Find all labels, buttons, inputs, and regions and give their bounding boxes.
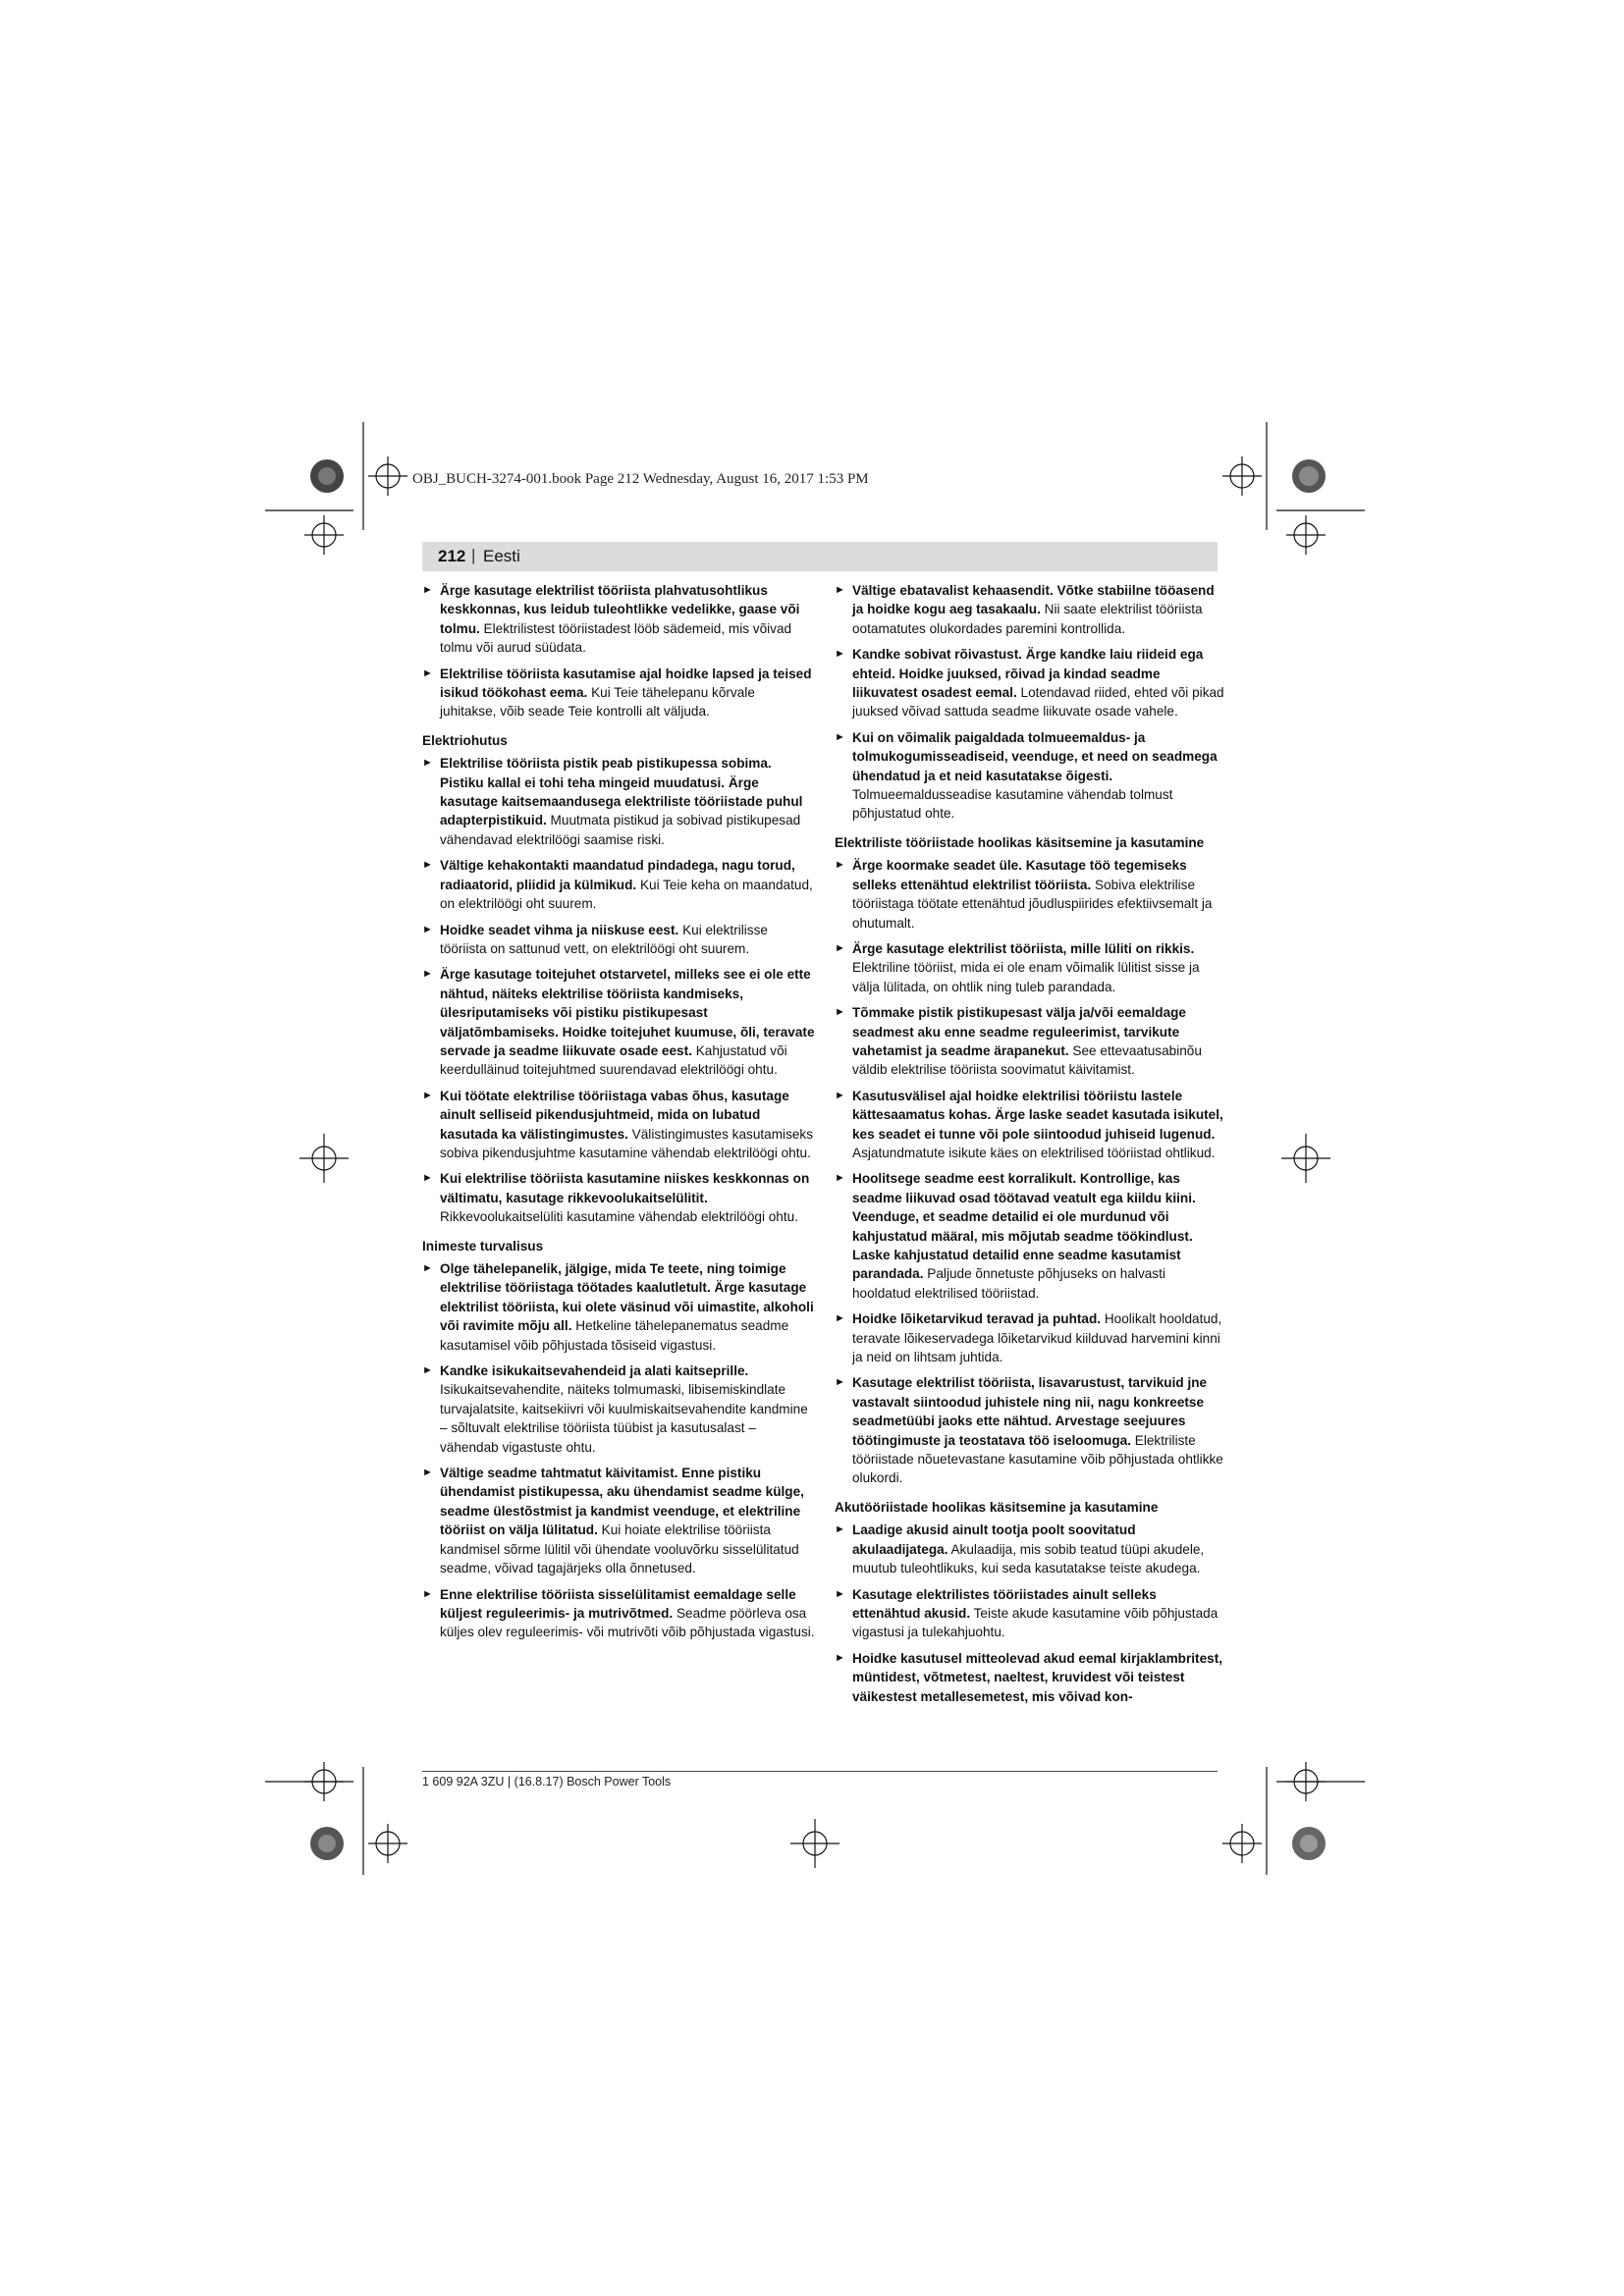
item-bold-text: Ärge kasutage toitejuhet otstarvetel, milleks see ei ole ette nähtud, näiteks elektrilise tööriista kandmiseks, ülesriputamiseks või pistiku pistikupesast väljatõmbamiseks. Hoidke toitejuhet kuumuse, õli, teravate servade ja seadme liikuvate osade eest. — [440, 967, 815, 1058]
item-bold-text: Vältige ebatavalist kehaasendit. Võtke stabiilne tööasend ja hoidke kogu aeg tasakaalu. — [852, 583, 1215, 617]
bullet-arrow-icon: ► — [422, 1262, 433, 1274]
bullet-arrow-icon: ► — [835, 1089, 845, 1101]
item-body-text: Akulaadija, mis sobib teatud tüüpi akudele, muutub tuleohtlikuks, kui seda kasutatakse teiste akudega. — [852, 1541, 1205, 1576]
item-body-text: Elektriliste tööriistade nõuetevastane kasutamine võib põhjustada ohtlikke olukordi. — [852, 1432, 1223, 1486]
list-item — [422, 1259, 815, 1355]
item-bold-text: Kasutusvälisel ajal hoidke elektrilisi tööriistu lastele kättesaamatus kohas. Ärge laske seadet kasutada isikutel, kes seadet ei tunne või pole siintoodud juhiseid lugenud. — [852, 1088, 1223, 1142]
bullet-arrow-icon: ► — [422, 1172, 433, 1185]
footer-rule — [422, 1771, 1218, 1772]
list-item — [835, 1649, 1227, 1706]
item-bold-text: Olge tähelepanelik, jälgige, mida Te teete, ning toimige elektrilise tööriistaga töötades kaalutletult. Ärge kasutage elektrilist tööriista, kui olete väsinud või uimastite, alkoholi või ravimite mõju all. — [440, 1261, 814, 1334]
item-body-text: Kui elektrilisse tööriista on sattunud vett, on elektrilöögi oht suurem. — [440, 922, 768, 956]
list-item — [835, 1521, 1227, 1577]
bullet-arrow-icon: ► — [835, 1587, 845, 1600]
list-item — [835, 939, 1227, 996]
list-item — [422, 856, 815, 913]
item-body-text: Kui hoiate elektrilise tööriista kandmisel sõrme lülitil või ühendate vooluvõrku sisselülitatud seadme, võivad tagajärjeks olla õnnetused. — [440, 1522, 799, 1576]
item-bold-text: Vältige kehakontakti maandatud pindadega, nagu torud, radiaatorid, pliidid ja külmikud. — [440, 858, 795, 892]
item-bold-text: Elektrilise tööriista kasutamise ajal hoidke lapsed ja teised isikud töökohast eema. — [440, 666, 812, 701]
right-column — [835, 581, 1227, 1713]
list-item — [835, 1003, 1227, 1080]
list-item — [422, 581, 815, 658]
header-language: Eesti — [483, 547, 520, 565]
list-item — [835, 856, 1227, 933]
item-body-text: Sobiva elektrilise tööriistaga töötate ettenähtud jõudluspiirides efektiivsemalt ja ohutumalt. — [852, 877, 1213, 931]
item-bold-text: Ärge koormake seadet üle. Kasutage töö tegemiseks selleks ettenähtud elektrilist tööriista. — [852, 858, 1187, 892]
section-heading: Elektriliste tööriistade hoolikas käsitsemine ja kasutamine — [835, 834, 1205, 850]
item-body-text: Rikkevoolukaitselüliti kasutamine vähendab elektrilöögi ohtu. — [440, 1209, 798, 1225]
item-bold-text: Vältige seadme tahtmatut käivitamist. Enne pistiku ühendamist pistikupessa, aku ühendamist seadme külge, seadme ülestõstmist ja kandmist veenduge, et elektriline tööriist on välja lülitatud. — [440, 1466, 804, 1538]
list-item — [422, 965, 815, 1079]
list-item — [835, 1373, 1227, 1487]
item-bold-text: Ärge kasutage elektrilist tööriista plahvatusohtlikus keskkonnas, kus leidub tuleohtlikke vedelikke, gaase või tolmu. — [440, 583, 800, 636]
bullet-arrow-icon: ► — [835, 1376, 845, 1389]
item-body-text: Tolmueemaldusseadise kasutamine vähendab tolmust põhjustatud ohte. — [852, 787, 1173, 822]
item-bold-text: Hoolitsege seadme eest korralikult. Kontrollige, kas seadme liikuvad osad töötavad veatult ega kiildu kiini. Veenduge, et seadme detailid ei ole murdunud või kahjustatud määral, mis mõjutab seadme töökindlust. Laske kahjustatud detailid enne seadme kasutamist parandada. — [852, 1171, 1196, 1282]
bullet-arrow-icon: ► — [422, 667, 433, 679]
bullet-arrow-icon: ► — [422, 1467, 433, 1479]
item-body-text: Paljude õnnetuste põhjuseks on halvasti hooldatud elektrilised tööriistad. — [852, 1266, 1165, 1301]
item-body-text: Lotendavad riided, ehted või pikad juuksed võivad sattuda seadme liikuvate osade vahele. — [852, 685, 1224, 720]
item-body-text: Muutmata pistikud ja sobivad pistikupesad vähendavad elektrilöögi saamise riski. — [440, 813, 801, 847]
list-item — [835, 581, 1227, 638]
bullet-arrow-icon: ► — [835, 648, 845, 661]
header-separator: | — [471, 546, 476, 564]
print-slug: OBJ_BUCH-3274-001.book Page 212 Wednesday, August 16, 2017 1:53 PM — [412, 471, 869, 487]
item-bold-text: Kasutage elektrilist tööriista, lisavarustust, tarvikuid jne vastavalt siintoodud juhistele ning nii, nagu konkreetse seadmetüübi jaoks ette nähtud. Arvestage seejuures töötingimuste ja teostatava töö iseloomuga. — [852, 1375, 1208, 1448]
bullet-arrow-icon: ► — [835, 1651, 845, 1664]
section-heading: Elektriohutus — [422, 732, 508, 748]
item-bold-text: Kui elektrilise tööriista kasutamine niiskes keskkonnas on vältimatu, kasutage rikkevoolukaitselülitit. — [440, 1171, 810, 1205]
item-body-text: See ettevaatusabinõu väldib elektrilise tööriista soovimatut käivitamist. — [852, 1042, 1202, 1078]
item-bold-text: Kui on võimalik paigaldada tolmueemaldus- ja tolmukogumisseadiseid, veenduge, et need on seadmega ühendatud ja et neid kasutatakse õigesti. — [852, 729, 1218, 783]
bullet-arrow-icon: ► — [422, 757, 433, 770]
item-bold-text: Hoidke seadet vihma ja niiskuse eest. — [440, 922, 679, 937]
bullet-arrow-icon: ► — [422, 1587, 433, 1600]
list-item — [422, 1464, 815, 1577]
list-item — [422, 1087, 815, 1163]
list-item — [422, 754, 815, 849]
page-footer: 1 609 92A 3ZU | (16.8.17) Bosch Power Tools — [422, 1775, 672, 1789]
section-heading: Inimeste turvalisus — [422, 1238, 544, 1254]
item-bold-text: Laadige akusid ainult tootja poolt soovitatud akulaadijatega. — [852, 1522, 1136, 1557]
page-header — [422, 542, 1218, 571]
item-bold-text: Hoidke kasutusel mitteolevad akud eemal kirjaklambritest, müntidest, võtmetest, naeltest, kruvidest või teistest väikestest metallesemetest, mis võivad kon- — [852, 1650, 1223, 1704]
item-body-text: Nii saate elektrilist tööriista ootamatutes olukordades paremini kontrollida. — [852, 602, 1203, 636]
item-body-text: Seadme pöörleva osa küljes olev reguleerimis- või mutrivõti võib põhjustada vigastusi. — [440, 1605, 815, 1640]
item-bold-text: Hoidke lõiketarvikud teravad ja puhtad. — [852, 1311, 1102, 1327]
item-bold-text: Elektrilise tööriista pistik peab pistikupessa sobima. Pistiku kallal ei tohi teha mingeid muudatusi. Ärge kasutage kaitsemaandusega elektriliste tööriistade puhul adapterpistikuid. — [440, 756, 803, 828]
list-item — [835, 1169, 1227, 1303]
item-bold-text: Tõmmake pistik pistikupesast välja ja/või eemaldage seadmest aku enne seadme reguleerimist, tarvikute vahetamist ja seadme ärapanekut. — [852, 1005, 1186, 1058]
bullet-arrow-icon: ► — [835, 1006, 845, 1019]
bullet-arrow-icon: ► — [835, 941, 845, 954]
item-body-text: Isikukaitsevahendite, näiteks tolmumaski, libisemiskindlate turvajalatsite, kaitsekiivri või kuulmiskaitsevahendite kandmine – sõltuvalt elektrilise tööriista tüübist ja kasutusalast – vähendab vigastuste ohtu. — [440, 1382, 808, 1455]
bullet-arrow-icon: ► — [835, 859, 845, 872]
item-bold-text: Kasutage elektrilistes tööriistades ainult selleks ettenähtud akusid. — [852, 1586, 1157, 1621]
bullet-arrow-icon: ► — [835, 1312, 845, 1325]
bullet-arrow-icon: ► — [422, 968, 433, 981]
item-body-text: Kui Teie keha on maandatud, on elektrilöögi oht suurem. — [440, 877, 813, 912]
left-column — [422, 581, 815, 1649]
item-body-text: Elektriline tööriist, mida ei ole enam võimalik lülitist sisse ja välja lülitada, on ohtlik ning tuleb parandada. — [852, 960, 1200, 994]
section-heading: Akutööriistade hoolikas käsitsemine ja kasutamine — [835, 1499, 1159, 1515]
list-item — [422, 665, 815, 721]
item-bold-text: Kandke isikukaitsevahendeid ja alati kaitseprille. — [440, 1363, 749, 1379]
item-body-text: Hetkeline tähelepanematus seadme kasutamisel võib põhjustada tõsiseid vigastusi. — [440, 1318, 789, 1353]
item-bold-text: Kui töötate elektrilise tööriistaga vabas õhus, kasutage ainult selliseid pikendusjuhtmeid, mida on lubatud kasutada ka välistingimustes. — [440, 1088, 789, 1142]
bullet-arrow-icon: ► — [835, 730, 845, 743]
bullet-arrow-icon: ► — [835, 1172, 845, 1185]
page-number: 212 — [438, 547, 466, 565]
item-body-text: Teiste akude kasutamine võib põhjustada vigastusi ja tulekahjuohtu. — [852, 1605, 1218, 1640]
bullet-arrow-icon: ► — [835, 1523, 845, 1536]
list-item — [835, 1309, 1227, 1366]
bullet-arrow-icon: ► — [422, 584, 433, 596]
item-body-text: Elektrilistest tööriistadest lööb sädemeid, mis võivad tolmu või aurud süüdata. — [440, 620, 792, 656]
list-item — [422, 1362, 815, 1457]
item-body-text: Kahjustatud või keerdulläinud toitejuhtmed suurendavad elektrilöögi ohtu. — [440, 1042, 787, 1078]
list-item — [422, 921, 815, 959]
bullet-arrow-icon: ► — [422, 859, 433, 872]
item-body-text: Välistingimustes kasutamiseks sobiva pikendusjuhtme kasutamine vähendab elektrilöögi ohtu. — [440, 1126, 814, 1160]
item-bold-text: Kandke sobivat rõivastust. Ärge kandke laiu riideid ega ehteid. Hoidke juuksed, rõivad ja kindad seadme liikuvatest osadest eemal. — [852, 647, 1204, 701]
list-item — [835, 728, 1227, 824]
list-item — [835, 1087, 1227, 1163]
list-item — [835, 1585, 1227, 1642]
bullet-arrow-icon: ► — [422, 1364, 433, 1377]
item-body-text: Asjatundmatute isikute käes on elektrilised tööriistad ohtlikud. — [852, 1145, 1216, 1160]
bullet-arrow-icon: ► — [422, 923, 433, 935]
item-body-text: Hoolikalt hooldatud, teravate lõikeservadega lõiketarvikud kiilduvad harvemini kinni ja neid on lihtsam juhtida. — [852, 1311, 1222, 1365]
bullet-arrow-icon: ► — [835, 584, 845, 596]
item-bold-text: Ärge kasutage elektrilist tööriista, mille lüliti on rikkis. — [852, 940, 1195, 956]
item-body-text: Kui Teie tähelepanu kõrvale juhitakse, võib seade Teie kontrolli alt väljuda. — [440, 685, 755, 720]
list-item — [835, 645, 1227, 721]
bullet-arrow-icon: ► — [422, 1089, 433, 1101]
item-bold-text: Enne elektrilise tööriista sisselülitamist eemaldage selle küljest reguleerimis- ja mutrivõtmed. — [440, 1586, 796, 1621]
list-item — [422, 1169, 815, 1226]
list-item — [422, 1585, 815, 1642]
